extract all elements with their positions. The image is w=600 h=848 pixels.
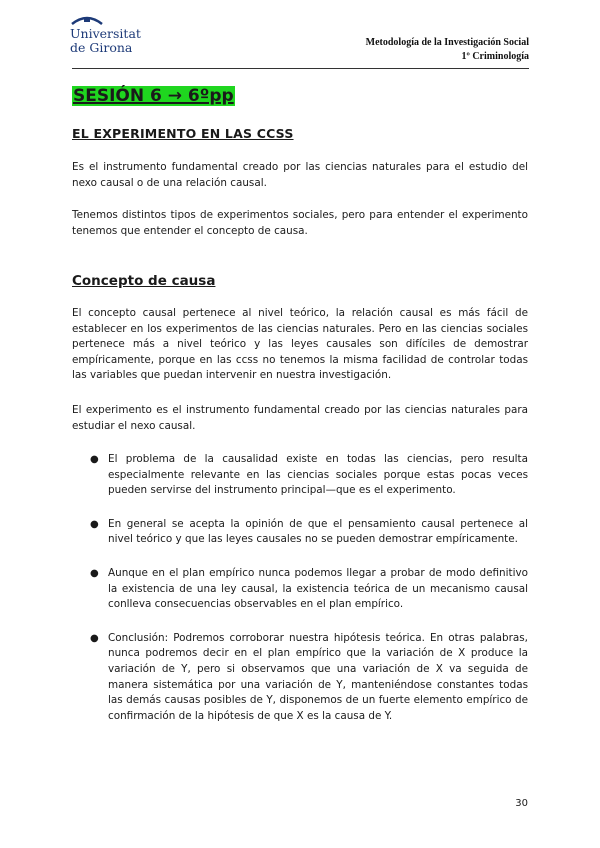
bullet-text: En general se acepta la opinión de que el pensamiento causal pertenece al nivel teórico y que las leyes causales no se pueden demostrar empíricamente. bbox=[108, 517, 528, 546]
university-logo bbox=[70, 14, 150, 55]
header-divider bbox=[72, 68, 529, 69]
page-number: 30 bbox=[515, 798, 528, 809]
list-item bbox=[90, 452, 528, 499]
page-header bbox=[366, 36, 529, 64]
body-paragraph-2: El experimento es el instrumento fundamental creado por las ciencias naturales para estudiar el nexo causal. bbox=[72, 404, 528, 432]
list-item bbox=[90, 631, 528, 725]
crest-icon bbox=[70, 14, 104, 26]
bullet-text: El problema de la causalidad existe en todas las ciencias, pero resulta especialmente relevante en las ciencias sociales porque estas pocas veces pueden servirse del instrumento principal—que es el experimento. bbox=[108, 453, 528, 497]
bullet-icon: ● bbox=[90, 567, 99, 579]
logo-line-1: Universitat bbox=[70, 26, 141, 41]
bullet-list bbox=[90, 452, 528, 742]
bullet-icon: ● bbox=[90, 454, 99, 465]
logo-line-2: de Girona bbox=[70, 40, 133, 55]
subsection-title: Concepto de causa bbox=[72, 273, 216, 289]
bullet-icon: ● bbox=[90, 518, 99, 530]
intro-paragraph-1: Es el instrumento fundamental creado por las ciencias naturales para el estudio del nexo causal o de una relación causal. bbox=[72, 161, 528, 189]
bullet-text: Conclusión: Podremos corroborar nuestra hipótesis teórica. En otras palabras, nunca podremos decir en el plan empírico que la variación de X produce la variación de Y, pero si observamos que una variación de X va seguida de manera sistemática por una variación de Y, manteniéndose constantes todas las demás causas posibles de Y, disponemos de un fuerte elemento empírico de confirmación de la hipótesis de que X es la causa de Y. bbox=[108, 631, 528, 722]
list-item bbox=[90, 566, 528, 613]
bullet-text: Aunque en el plan empírico nunca podemos llegar a probar de modo definitivo la existencia de una ley causal, la existencia teórica de un mecanismo causal conlleva consecuencias observables en el plan empírico. bbox=[108, 566, 528, 611]
session-title: SESIÓN 6 → 6ºpp bbox=[73, 86, 234, 106]
body-paragraph-1: El concepto causal pertenece al nivel teórico, la relación causal es más fácil de establecer en los experimentos de las ciencias naturales. Pero en las ciencias sociales pertenece más a nivel teórico y las leyes causales son difíciles de demostrar empíricamente, porque en las ccss no tenemos la misma facilidad de controlar todas las variables que puedan intervenir en nuestra investigación. bbox=[72, 307, 528, 382]
course-subtitle: 1º Criminología bbox=[461, 51, 529, 62]
intro-paragraph-2: Tenemos distintos tipos de experimentos sociales, pero para entender el experimento tenemos que entender el concepto de causa. bbox=[72, 209, 528, 237]
list-item bbox=[90, 517, 528, 548]
course-title: Metodología de la Investigación Social bbox=[365, 37, 529, 48]
bullet-icon: ● bbox=[90, 632, 99, 644]
section-title: EL EXPERIMENTO EN LAS CCSS bbox=[72, 126, 294, 141]
logo-text bbox=[70, 27, 150, 55]
